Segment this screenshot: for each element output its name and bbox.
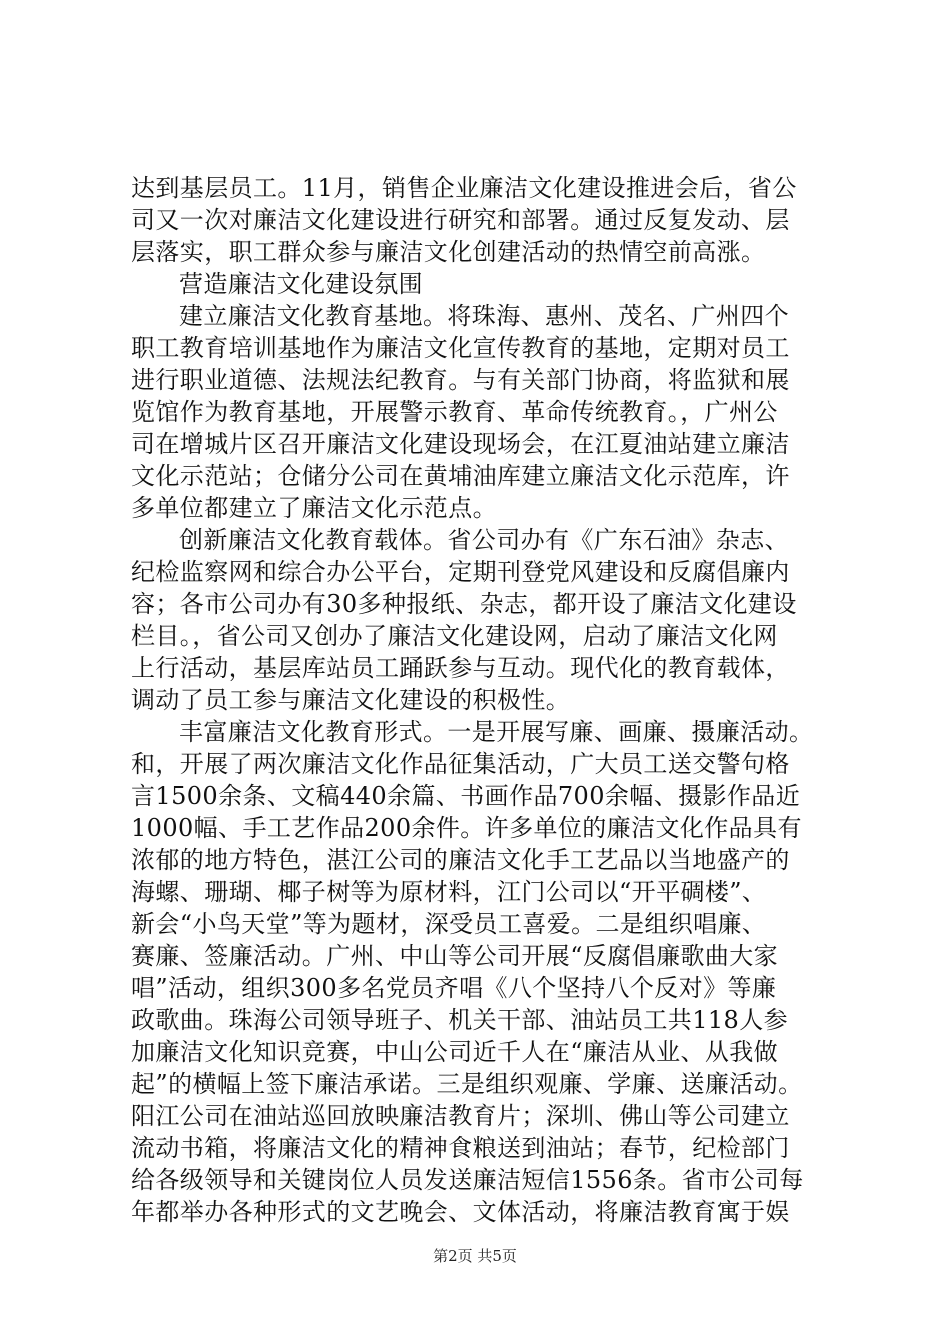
text-line: 加廉洁文化知识竞赛，中山公司近千人在“廉洁从业、从我做: [131, 1038, 779, 1066]
paragraph-first-line: 创新廉洁文化教育载体。省公司办有《广东石油》杂志、: [179, 526, 789, 554]
text-line: 1000幅、手工艺作品200余件。许多单位的廉洁文化作品具有: [131, 814, 802, 842]
text-line: 司在增城片区召开廉洁文化建设现场会，在江夏油站建立廉洁: [131, 430, 790, 458]
text-line: 栏目。，省公司又创办了廉洁文化建设网，启动了廉洁文化网: [131, 622, 778, 650]
text-line: 职工教育培训基地作为廉洁文化宣传教育的基地，定期对员工: [131, 334, 790, 362]
section-heading: 营造廉洁文化建设氛围: [179, 270, 423, 298]
text-line: 新会“小鸟天堂”等为题材，深受员工喜爱。二是组织唱廉、: [131, 910, 767, 938]
text-line: 多单位都建立了廉洁文化示范点。: [131, 494, 497, 522]
text-line: 纪检监察网和综合办公平台，定期刊登党风建设和反腐倡廉内: [131, 558, 790, 586]
text-line: 容；各市公司办有30多种报纸、杂志，都开设了廉洁文化建设: [131, 590, 797, 618]
text-line: 层落实，职工群众参与廉洁文化创建活动的热情空前高涨。: [131, 238, 766, 266]
text-line: 海螺、珊瑚、椰子树等为原材料，江门公司以“开平碉楼”、: [131, 878, 767, 906]
text-line: 览馆作为教育基地，开展警示教育、革命传统教育。，广州公: [131, 398, 778, 426]
paragraph-first-line: 丰富廉洁文化教育形式。一是开展写廉、画廉、摄廉活动。: [179, 718, 814, 746]
text-line: 流动书箱，将廉洁文化的精神食粮送到油站；春节，纪检部门: [131, 1134, 790, 1162]
document-body: [131, 172, 851, 1228]
text-line: 调动了员工参与廉洁文化建设的积极性。: [131, 686, 571, 714]
text-line: 言1500余条、文稿440余篇、书画作品700余幅、摄影作品近: [131, 782, 801, 810]
text-line: 唱”活动，组织300多名党员齐唱《八个坚持八个反对》等廉: [131, 974, 777, 1002]
text-line: 政歌曲。珠海公司领导班子、机关干部、油站员工共118人参: [131, 1006, 789, 1034]
text-line: 司又一次对廉洁文化建设进行研究和部署。通过反复发动、层: [131, 206, 790, 234]
text-line: 年都举办各种形式的文艺晚会、文体活动，将廉洁教育寓于娱: [131, 1198, 790, 1226]
text-line: 上行活动，基层库站员工踊跃参与互动。现代化的教育载体，: [131, 654, 790, 682]
text-line: 给各级领导和关键岗位人员发送廉洁短信1556条。省市公司每: [131, 1166, 804, 1194]
text-line: 达到基层员工。11月，销售企业廉洁文化建设推进会后，省公: [131, 174, 797, 202]
text-line: 阳江公司在油站巡回放映廉洁教育片；深圳、佛山等公司建立: [131, 1102, 790, 1130]
text-line: 起”的横幅上签下廉洁承诺。三是组织观廉、学廉、送廉活动。: [131, 1070, 803, 1098]
text-line: 文化示范站；仓储分公司在黄埔油库建立廉洁文化示范库，许: [131, 462, 790, 490]
text-line: 浓郁的地方特色，湛江公司的廉洁文化手工艺品以当地盛产的: [131, 846, 790, 874]
text-line: 和，开展了两次廉洁文化作品征集活动，广大员工送交警句格: [131, 750, 790, 778]
page-number-footer: 第2页 共5页: [433, 1247, 517, 1265]
text-line: 进行职业道德、法规法纪教育。与有关部门协商，将监狱和展: [131, 366, 790, 394]
text-line: 赛廉、签廉活动。广州、中山等公司开展“反腐倡廉歌曲大家: [131, 942, 779, 970]
paragraph-first-line: 建立廉洁文化教育基地。将珠海、惠州、茂名、广州四个: [179, 302, 789, 330]
